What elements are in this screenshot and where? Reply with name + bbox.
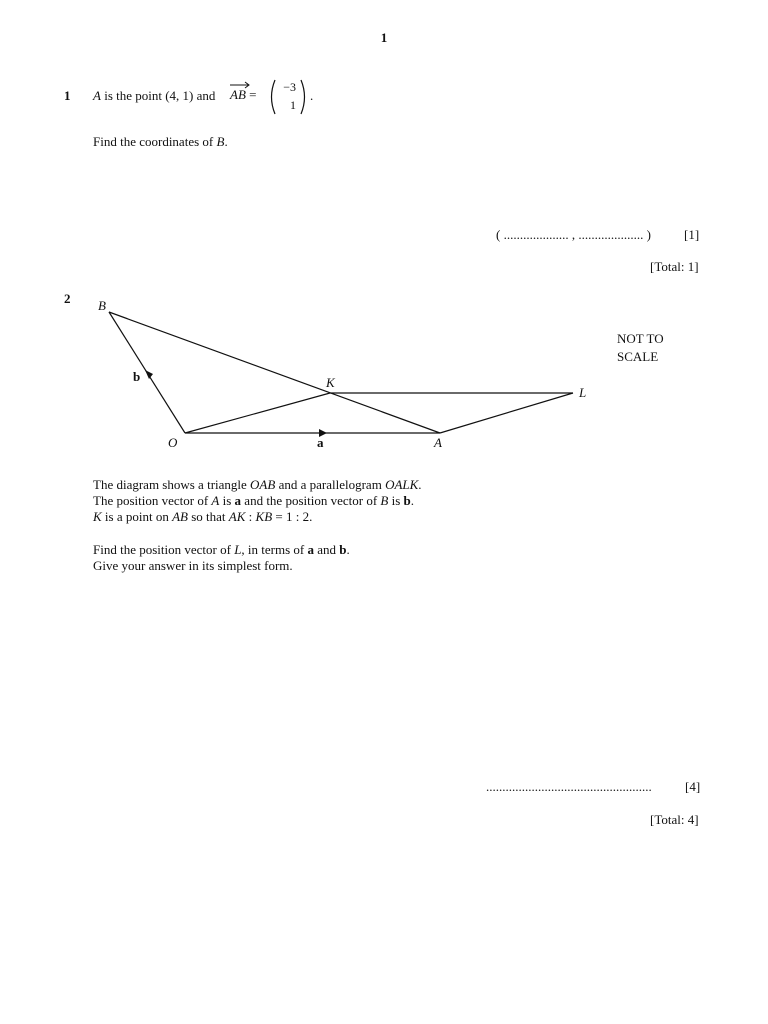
label-a-vector: a <box>317 435 324 450</box>
segment-al <box>440 393 573 433</box>
stem-end-dot: . <box>310 88 314 103</box>
question-2-line-5: Give your answer in its simplest form. <box>93 558 293 573</box>
page-number: 1 <box>380 30 388 45</box>
stem-text: is the point (4, 1) and <box>100 88 216 103</box>
not-to-scale-note: NOT TO SCALE <box>617 331 664 364</box>
question-2-line-4: Find the position vector of L, in terms of a and b. <box>93 542 350 557</box>
segment-ok <box>185 393 330 433</box>
question-2-total: [Total: 4] <box>650 812 699 827</box>
vector-bottom-entry: 1 <box>290 98 296 112</box>
point-a-label: A <box>93 88 101 103</box>
column-vector <box>268 78 310 116</box>
question-1-stem <box>93 88 215 104</box>
segment-ba <box>109 312 440 433</box>
question-1-instruction: Find the coordinates of B. <box>93 134 228 149</box>
position-vector-answer-line[interactable]: ................................................... <box>486 779 652 794</box>
question-1-number: 1 <box>64 88 71 103</box>
question-2-number: 2 <box>64 291 71 306</box>
question-2-line-3: K is a point on AB so that AK : KB = 1 : 2. <box>93 509 313 524</box>
label-b-vector: b <box>133 369 141 384</box>
label-l-point: L <box>579 385 587 400</box>
label-b-point: B <box>98 298 106 313</box>
question-2-line-2: The position vector of A is a and the position vector of B is b. <box>93 493 415 508</box>
arrow-b-icon <box>145 370 153 379</box>
vector-ab-label: AB = <box>230 87 257 102</box>
coordinates-answer-line[interactable]: ( .................... , .................... ) <box>496 227 651 242</box>
label-o-point: O <box>168 435 178 450</box>
label-a-point: A <box>434 435 442 450</box>
vector-top-entry: −3 <box>283 80 296 94</box>
label-k-point: K <box>326 375 335 390</box>
question-2-marks: [4] <box>685 779 701 794</box>
question-1-total: [Total: 1] <box>650 259 699 274</box>
vector-diagram <box>0 290 768 460</box>
question-2-line-1: The diagram shows a triangle OAB and a parallelogram OALK. <box>93 477 422 492</box>
question-1-marks: [1] <box>684 227 700 242</box>
